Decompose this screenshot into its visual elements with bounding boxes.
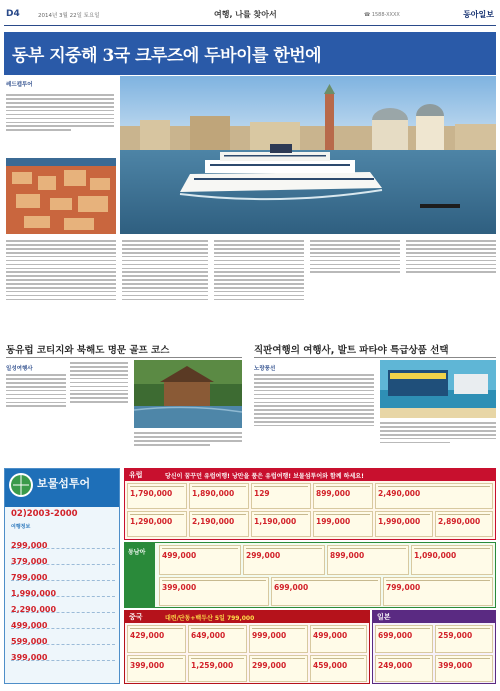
europe-region: 유럽 [129,471,143,479]
list-item: 2,290,000 [11,597,115,613]
section2-headline: 동유럽 코티지와 북해도 명문 골프 코스 [6,345,170,356]
list-item: 379,000 [11,549,115,565]
europe-cell: 1,190,000 [251,511,311,537]
list-item: 799,000 [11,565,115,581]
china-cell: 459,000 [310,655,367,682]
section2-col-2 [70,360,128,430]
issue-date: 2014년 3월 22일 토요일 [38,13,100,19]
section2-col-1 [6,372,66,430]
section3-rule [254,357,496,358]
dubrovnik-photo [6,158,116,234]
sea-cell: 899,000 [327,545,409,575]
japan-region: 일본 [377,613,391,621]
section-title: 여행, 나를 찾아서 [214,10,277,19]
list-item: 299,000 [11,533,115,549]
sea-cell: 399,000 [159,577,269,606]
china-cell: 429,000 [127,625,186,653]
list-item: 399,000 [11,645,115,661]
byline: 레드캡투어 [6,82,33,88]
europe-cell: 1,290,000 [127,511,187,537]
section3-col-2 [380,420,496,462]
article-col-3 [310,238,400,298]
newspaper-logo: 동아일보 [463,10,494,19]
list-item: 499,000 [11,613,115,629]
china-cell: 299,000 [249,655,308,682]
article-col-2 [214,238,304,338]
europe-headline: 당신이 꿈꾸던 유럽여행! 낭만을 품은 유럽여행! 보물섬투어와 함께 하세요! [165,473,364,480]
page-header [4,6,496,26]
sea-cell: 1,090,000 [411,545,493,575]
japan-ad-bar [373,611,496,623]
japan-cell: 699,000 [375,625,433,653]
europe-cell: 199,000 [313,511,373,537]
china-headline: 대련/단동+백두산 5일 799,000 [165,615,255,622]
globe-icon [9,473,33,497]
main-headline: 동부 지중해 3국 크루즈에 두바이를 한번에 [12,46,322,66]
europe-ad [124,468,496,540]
japan-ad [372,610,496,684]
header-phone: ☎ 1588-XXXX [364,12,400,18]
sea-cell: 799,000 [383,577,493,606]
article-col-0 [6,238,116,338]
japan-cell: 259,000 [435,625,493,653]
venice-cruise-photo [120,76,496,234]
page-number: D4 [6,9,20,19]
southeast-asia-ad [124,542,496,608]
article-lead-text [6,92,114,152]
japan-cell: 249,000 [375,655,433,682]
article-col-1 [122,238,208,338]
headline-band [4,32,496,75]
europe-cell: 1,790,000 [127,483,187,509]
section2-rule [6,357,242,358]
europe-cell: 899,000 [313,483,373,509]
china-cell: 999,000 [249,625,308,653]
japan-cell: 399,000 [435,655,493,682]
europe-cell: 2,190,000 [189,511,249,537]
china-cell: 1,259,000 [188,655,247,682]
agency-tagline: 여행정보 [11,524,31,530]
travel-agency-ad [4,468,120,684]
europe-cell: 2,890,000 [435,511,493,537]
agency-brand: 보물섬투어 [37,477,91,490]
sea-region: 동남아 [128,549,146,556]
europe-cell: 129 [251,483,311,509]
agency-price-list [11,533,115,661]
section2-source: 일성여행사 [6,366,33,372]
cottage-photo [134,360,242,428]
section3-source: 노랑풍선 [254,366,276,372]
europe-cell: 2,490,000 [375,483,493,509]
sea-cell: 699,000 [271,577,381,606]
article-col-4 [406,238,496,298]
section3-headline: 직판여행의 여행사, 발트 파타야 특급상품 선택 [254,345,449,356]
china-cell: 499,000 [310,625,367,653]
section3-col-1 [254,372,374,462]
china-cell: 399,000 [127,655,186,682]
sea-cell: 499,000 [159,545,241,575]
sea-cell: 299,000 [243,545,325,575]
europe-cell: 1,990,000 [375,511,433,537]
section2-col-3 [134,430,242,458]
china-ad [124,610,370,684]
agency-phone: 02)2003-2000 [11,509,78,519]
china-cell: 649,000 [188,625,247,653]
list-item: 599,000 [11,629,115,645]
europe-cell: 1,890,000 [189,483,249,509]
pattaya-photo [380,360,496,418]
list-item: 1,990,000 [11,581,115,597]
china-region: 중국 [129,613,143,621]
